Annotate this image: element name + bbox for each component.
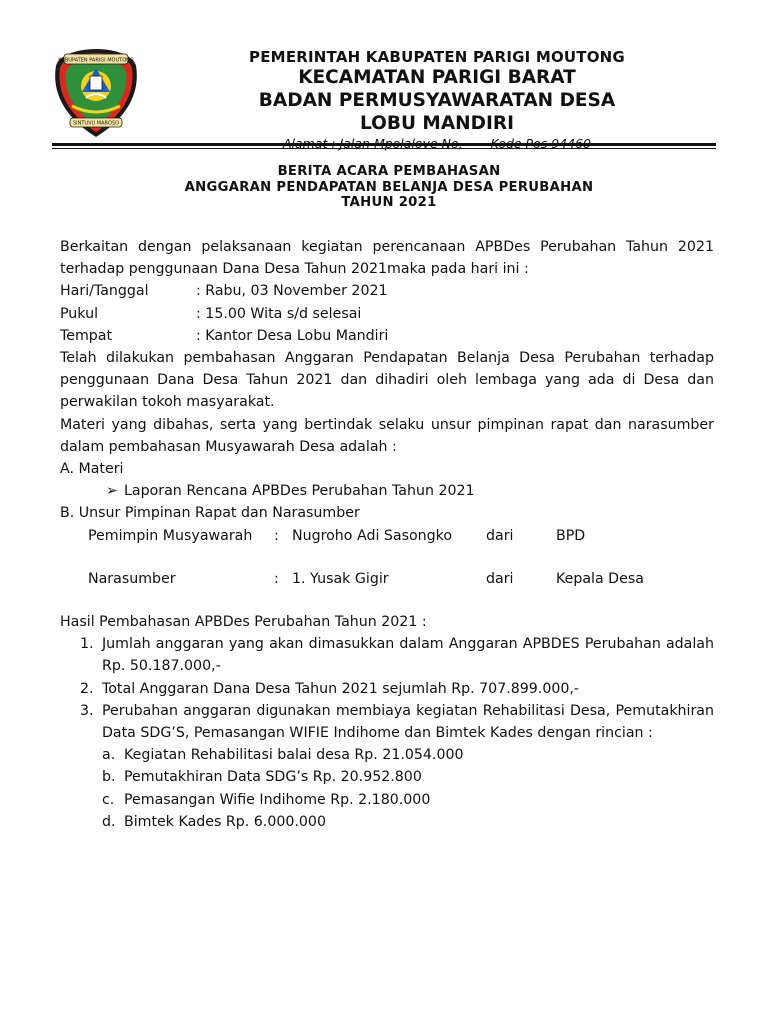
results-heading: Hasil Pembahasan APBDes Perubahan Tahun 2021 : (60, 614, 427, 631)
speaker-colon: : (274, 570, 279, 587)
letterhead-village: LOBU MANDIRI (360, 113, 514, 134)
result-item-2 (60, 678, 714, 700)
svg-text:KABUPATEN PARIGI MOUTONG: KABUPATEN PARIGI MOUTONG (58, 57, 134, 64)
leader-org: BPD (556, 527, 586, 544)
intro-paragraph: Berkaitan dengan pelaksanaan kegiatan perencanaan APBDes Perubahan Tahun 2021 terhadap penggunaan Dana Desa Tahun 2021maka pada hari ini : (60, 239, 714, 278)
paragraph-materials: Materi yang dibahas, serta yang bertindak selaku unsur pimpinan rapat dan narasumber dalam pembahasan Musyawarah Desa adalah : (60, 416, 714, 455)
subitem-text: Pemutakhiran Data SDG’s Rp. 20.952.800 (124, 769, 422, 786)
letterhead-agency: BADAN PERMUSYAWARATAN DESA (258, 90, 616, 111)
svg-text:SINTUVU MAROSO: SINTUVU MAROSO (72, 120, 120, 127)
detail-row-time (60, 303, 714, 325)
subitem-letter: c. (102, 791, 115, 808)
document-body (60, 236, 714, 833)
detail-label: Tempat (60, 327, 113, 344)
leader-role: Pemimpin Musyawarah (88, 527, 253, 544)
leader-colon: : (274, 527, 279, 544)
result-text: Jumlah anggaran yang akan dimasukkan dalam Anggaran APBDES Perubahan adalah Rp. 50.187.000,- (102, 636, 714, 675)
letterhead-divider-thin (52, 148, 716, 149)
speaker-name: 1. Yusak Gigir (292, 570, 389, 587)
detail-label: Pukul (60, 305, 99, 322)
leader-name: Nugroho Adi Sasongko (292, 527, 453, 544)
result-number: 3. (80, 702, 94, 719)
section-b-heading: B. Unsur Pimpinan Rapat dan Narasumber (60, 505, 360, 522)
result-number: 2. (80, 680, 94, 697)
detail-row-date (60, 280, 714, 302)
result-text: Total Anggaran Dana Desa Tahun 2021 sejumlah Rp. 707.899.000,- (102, 680, 580, 697)
leader-row (60, 525, 714, 547)
result-text: Perubahan anggaran digunakan membiaya kegiatan Rehabilitasi Desa, Pemutakhiran Data SDG’S, Pemasangan WIFIE Indihome dan Bimtek Kades dengan rincian : (102, 702, 714, 742)
detail-value: : Kantor Desa Lobu Mandiri (196, 327, 389, 344)
title-line-2: ANGGARAN PENDAPATAN BELANJA DESA PERUBAHAN (184, 179, 594, 195)
section-a-heading: A. Materi (60, 461, 124, 478)
speaker-from: dari (486, 570, 514, 587)
speaker-org: Kepala Desa (556, 570, 644, 587)
letterhead-government: PEMERINTAH KABUPATEN PARIGI MOUTONG (249, 48, 625, 66)
result-subitem-a (60, 744, 714, 766)
leader-from: dari (486, 527, 514, 544)
speaker-role: Narasumber (88, 570, 176, 587)
letterhead-district: KECAMATAN PARIGI BARAT (298, 67, 576, 88)
subitem-text: Bimtek Kades Rp. 6.000.000 (124, 813, 326, 830)
subitem-text: Pemasangan Wifie Indihome Rp. 2.180.000 (124, 791, 431, 808)
subitem-letter: b. (102, 769, 116, 786)
subitem-letter: a. (102, 747, 116, 764)
title-line-3: TAHUN 2021 (341, 195, 437, 210)
letterhead (150, 48, 724, 151)
result-subitem-d (60, 811, 714, 833)
result-item-3 (60, 700, 714, 744)
subitem-text: Kegiatan Rehabilitasi balai desa Rp. 21.054.000 (124, 747, 464, 764)
detail-value: : Rabu, 03 November 2021 (196, 283, 388, 300)
section-a-item-text: Laporan Rencana APBDes Perubahan Tahun 2021 (124, 483, 475, 500)
subitem-letter: d. (102, 813, 116, 830)
result-subitem-c (60, 789, 714, 811)
arrow-bullet-icon: ➢ (106, 483, 118, 500)
document-title (60, 164, 718, 211)
result-subitem-b (60, 766, 714, 788)
speaker-row (60, 568, 714, 590)
result-number: 1. (80, 636, 94, 653)
detail-label: Hari/Tanggal (60, 283, 149, 300)
detail-row-place (60, 325, 714, 347)
section-a-item (60, 480, 714, 502)
detail-value: : 15.00 Wita s/d selesai (196, 305, 362, 322)
letterhead-divider-thick (52, 143, 716, 146)
regency-emblem-logo (50, 46, 142, 140)
result-item-1 (60, 633, 714, 677)
title-line-1: BERITA ACARA PEMBAHASAN (277, 164, 501, 179)
paragraph-discussion: Telah dilakukan pembahasan Anggaran Pendapatan Belanja Desa Perubahan terhadap penggunaan Dana Desa Tahun 2021 dan dihadiri oleh lembaga yang ada di Desa dan perwakilan tokoh masyarakat. (60, 350, 714, 411)
